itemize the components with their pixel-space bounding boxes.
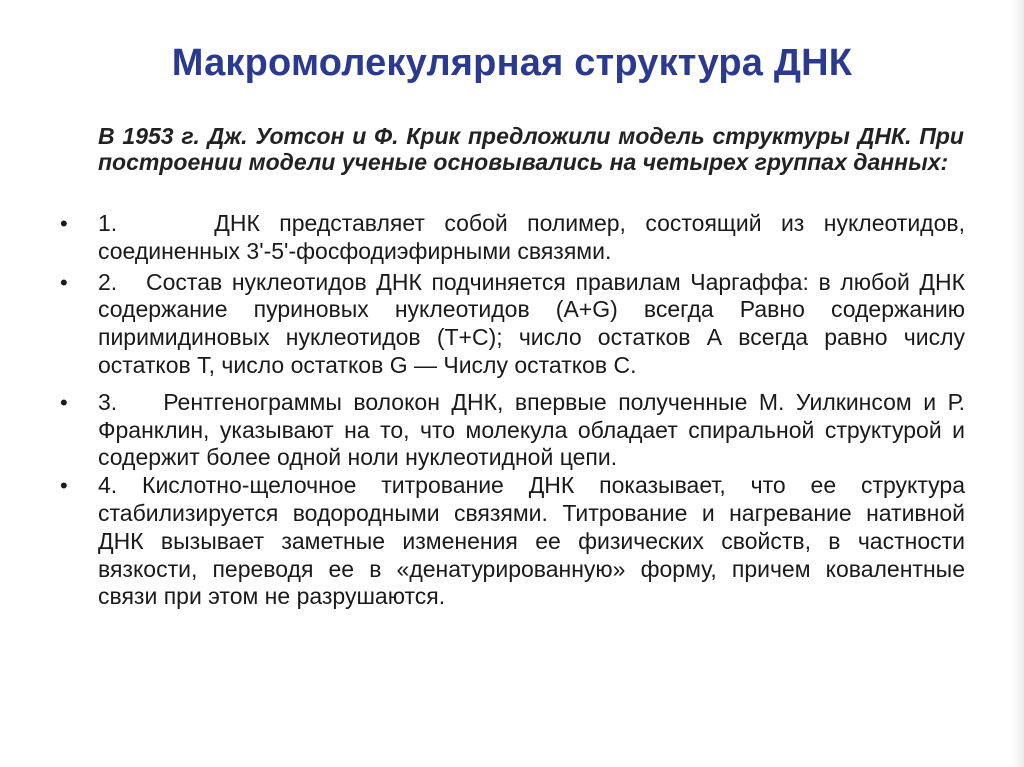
bullet-dot: • (60, 211, 68, 236)
bullet-dot: • (60, 389, 68, 415)
bullet-text: 3. Рентгенограммы волокон ДНК, впервые полученные М. Уилкинсом и Р. Франклин, указывают на то, что молекула обладает спиральной структурой и содержит более одной ноли нуклеотидной цепи. (98, 388, 965, 471)
bullet-item (60, 269, 965, 380)
page-title: Макромолекулярная структура ДНК (171, 42, 853, 84)
bullet-list (60, 210, 965, 611)
bullet-item (60, 389, 965, 472)
bullet-item (60, 210, 965, 266)
bullet-text: 4. Кислотно-щелочное титрование ДНК показывает, что ее структура стабилизируется водородными связями. Титрование и нагревание нативной ДНК вызывает заметные изменения ее физических свойств, в частности вязкости, переводя ее в «денатурированную» форму, причем ковалентные связи при этом не разрушаются. (98, 472, 965, 610)
bullet-dot: • (60, 473, 68, 499)
intro-paragraph: В 1953 г. Дж. Уотсон и Ф. Крик предложили модель структуры ДНК. При построении модели ученые основывались на четырех группах данных: (98, 123, 964, 175)
bullet-dot: • (60, 269, 68, 295)
bullet-text: 1. ДНК представляет собой полимер, состоящий из нуклеотидов, соединенных 3'-5'-фосфодиэфирными связями. (98, 210, 965, 264)
bullet-item (60, 472, 965, 611)
bullet-text: 2. Состав нуклеотидов ДНК подчиняется правилам Чаргаффа: в любой ДНК содержание пуриновых нуклеотидов (A+G) всегда Равно содержанию пиримидиновых нуклеотидов (T+C); число остатков А всегда равно числу остатков Т, число остатков G — Числу остатков С. (98, 268, 965, 378)
slide-edge-shadow (1012, 0, 1024, 767)
